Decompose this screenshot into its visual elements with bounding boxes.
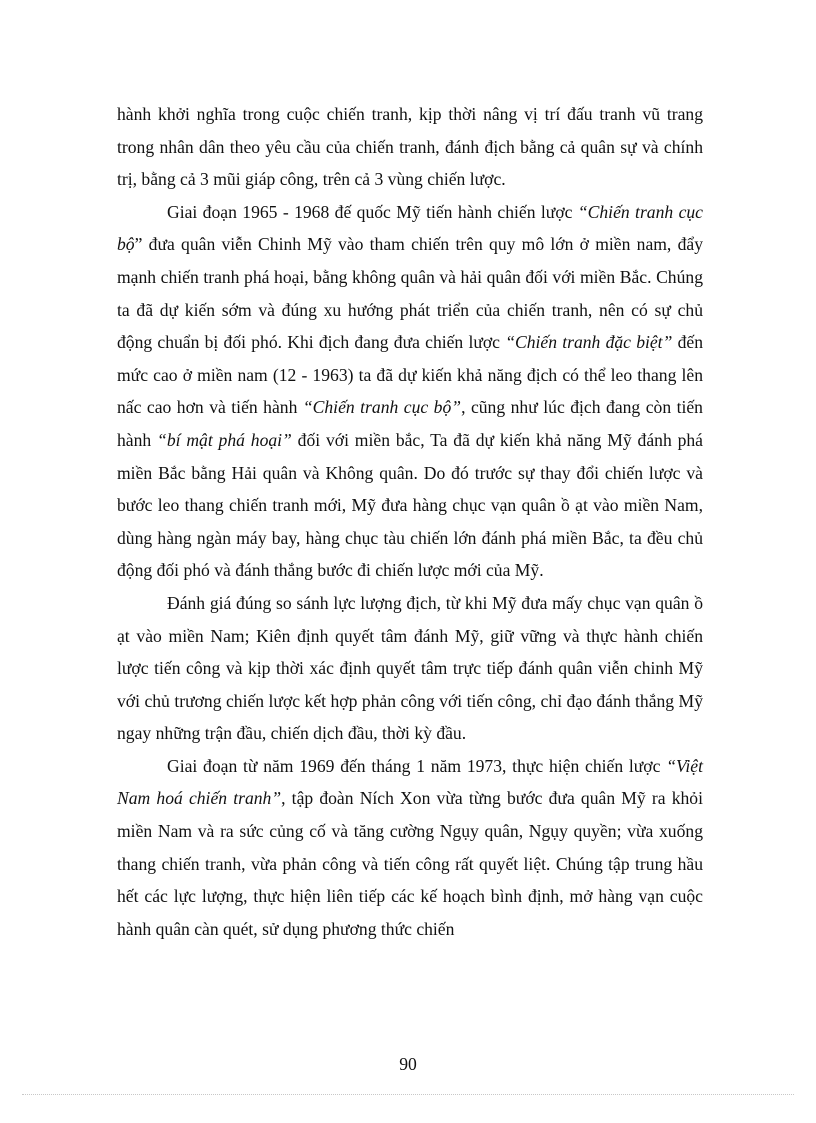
paragraph bbox=[117, 196, 703, 587]
italic-quote-text: “Việt Nam hoá chiến tranh” bbox=[117, 755, 703, 809]
body-text bbox=[117, 98, 703, 945]
page-bottom-divider bbox=[22, 1094, 794, 1095]
paragraph-text: , cũng như lúc địch đang còn tiến hành bbox=[117, 397, 703, 450]
paragraph bbox=[117, 750, 703, 946]
paragraph-text: ” đưa quân viễn Chinh Mỹ vào tham chiến trên quy mô lớn ở miền nam, đẩy mạnh chiến tranh phá hoại, bằng không quân và hải quân đối với miền Bắc. Chúng ta đã dự kiến sớm và đúng xu hướng phát triển của chiến tranh, nên có sự chủ động chuẩn bị đối phó. Khi địch đang đưa chiến lược bbox=[117, 234, 703, 353]
italic-quote-text: “Chiến tranh cục bộ” bbox=[302, 397, 462, 418]
paragraph-text: Giai đoạn 1965 - 1968 đế quốc Mỹ tiến hành chiến lược bbox=[167, 201, 578, 222]
page-number: 90 bbox=[399, 1054, 417, 1074]
paragraph-text: hành khởi nghĩa trong cuộc chiến tranh, kịp thời nâng vị trí đấu tranh vũ trang trong nhân dân theo yêu cầu của chiến tranh, đánh địch bằng cả quân sự và chính trị, bằng cả 3 mũi giáp công, trên cả 3 vùng chiến lược. bbox=[117, 104, 703, 190]
paragraph-text: , tập đoàn Ních Xon vừa từng bước đưa quân Mỹ ra khỏi miền Nam và ra sức củng cố và tăng cường Ngụy quân, Ngụy quyền; vừa xuống thang chiến tranh, vừa phản công và tiến công rất quyết liệt. Chúng tập trung hầu hết các lực lượng, thực hiện liên tiếp các kế hoạch bình định, mở hàng vạn cuộc hành quân càn quét, sử dụng phương thức chiến bbox=[117, 788, 703, 939]
paragraph-text: Đánh giá đúng so sánh lực lượng địch, từ khi Mỹ đưa mấy chục vạn quân ồ ạt vào miền Nam; Kiên định quyết tâm đánh Mỹ, giữ vững và thực hành chiến lược tiến công và kịp thời xác định quyết tâm trực tiếp đánh quân viễn chinh Mỹ với chủ trương chiến lược kết hợp phản công với tiến công, chỉ đạo đánh thắng Mỹ ngay những trận đầu, chiến dịch đầu, thời kỳ đầu. bbox=[117, 592, 703, 744]
paragraph bbox=[117, 98, 703, 196]
italic-quote-text: “Chiến tranh đặc biệt” bbox=[505, 332, 673, 353]
italic-quote-text: “Chiến tranh cục bộ bbox=[117, 201, 703, 255]
paragraph bbox=[117, 587, 703, 750]
paragraph-text: đối với miền bắc, Ta đã dự kiến khả năng Mỹ đánh phá miền Bắc bằng Hải quân và Không quân. Do đó trước sự thay đổi chiến lược và bước leo thang chiến tranh mới, Mỹ đưa hàng chục vạn quân ồ ạt vào miền Nam, dùng hàng ngàn máy bay, hàng chục tàu chiến lớn đánh phá miền Bắc, ta đều chủ động đối phó và đánh thắng bước đi chiến lược mới của Mỹ. bbox=[117, 429, 703, 581]
italic-quote-text: “bí mật phá hoại” bbox=[157, 429, 292, 450]
paragraph-text: Giai đoạn từ năm 1969 đến tháng 1 năm 1973, thực hiện chiến lược bbox=[167, 755, 667, 776]
paragraph-text: đến mức cao ở miền nam (12 - 1963) ta đã dự kiến khả năng địch có thể leo thang lên nấc cao hơn và tiến hành bbox=[117, 332, 703, 418]
